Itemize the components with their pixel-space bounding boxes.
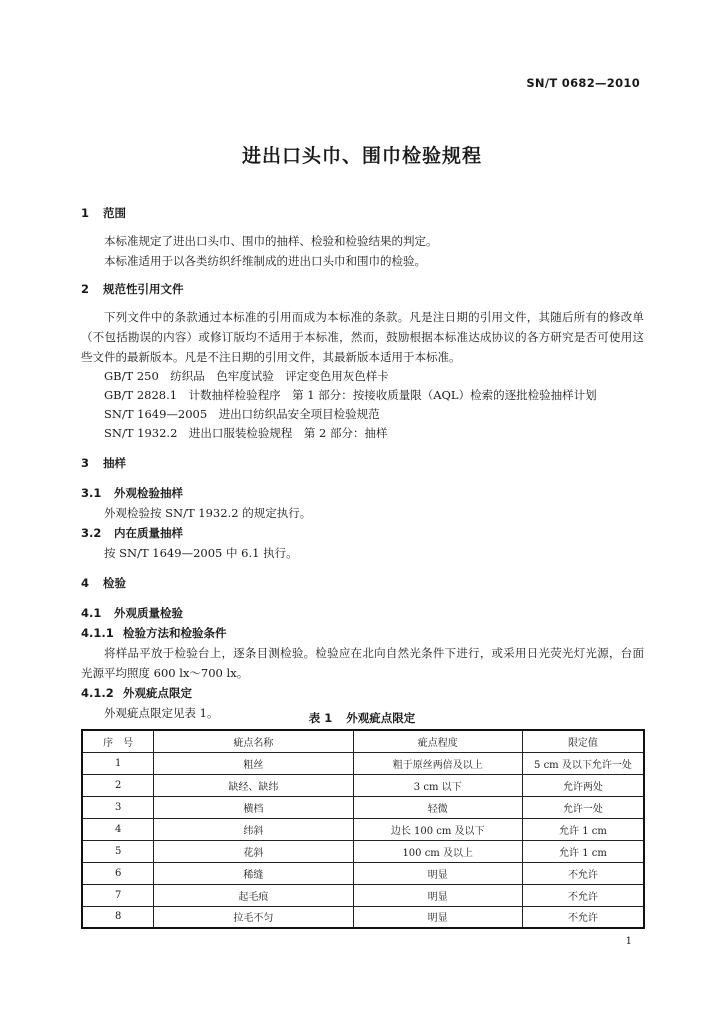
table-cell: 不允许 (522, 862, 644, 884)
section-number: 3.2 (81, 526, 102, 540)
table-cell: 粗丝 (154, 752, 353, 774)
paragraph: 下列文件中的条款通过本标准的引用而成为本标准的条款。凡是注日期的引用文件，其随后所有的修改单（不包括勘误的内容）或修订版均不适用于本标准，然而，鼓励根据本标准达成协议的各方研究是否可使用这些文件的最新版本。凡是不注日期的引用文件，其最新版本适用于本标准。 (81, 310, 644, 364)
table-row (82, 774, 644, 796)
section-number: 3.1 (81, 486, 102, 500)
section-number: 4.1.2 (81, 686, 114, 700)
column-header: 疵点名称 (154, 730, 353, 752)
table-cell: 6 (82, 862, 154, 884)
section-1-heading (81, 203, 644, 223)
table-cell: 明显 (353, 906, 522, 928)
table-cell: 5 cm 及以下允许一处 (522, 752, 644, 774)
document-title: 进出口头巾、围巾检验规程 (241, 145, 482, 167)
section-title: 检验 (103, 576, 126, 590)
table-cell: 100 cm 及以上 (353, 840, 522, 862)
reference-title: 进出口纺织品安全项目检验规范 (218, 407, 380, 421)
column-header: 序 号 (82, 730, 154, 752)
table-cell: 5 (82, 840, 154, 862)
table-cell: 花斜 (154, 840, 353, 862)
reference-title: 纺织品 色牢度试验 评定变色用灰色样卡 (170, 369, 389, 383)
table-caption (0, 710, 724, 726)
table-cell: 纬斜 (154, 818, 353, 840)
table-cell: 7 (82, 884, 154, 906)
table-cell: 允许 1 cm (522, 840, 644, 862)
column-header: 限定值 (522, 730, 644, 752)
section-title: 外观疵点限定 (123, 686, 192, 700)
section-title: 规范性引用文件 (103, 282, 184, 296)
reference-title: 计数抽样检验程序 第 1 部分：按接收质量限（AQL）检索的逐批检验抽样计划 (188, 388, 597, 402)
table-header-row (82, 730, 644, 752)
table-cell: 起毛痕 (154, 884, 353, 906)
paragraph: 本标准规定了进出口头巾、围巾的抽样、检验和检验结果的判定。 (104, 234, 438, 248)
paragraph: 按 SN/T 1649—2005 中 6.1 执行。 (104, 546, 298, 560)
section-2-heading (81, 279, 644, 299)
reference-code: SN/T 1649—2005 (104, 407, 208, 421)
reference-item (81, 386, 644, 405)
table-row (82, 796, 644, 818)
page-number: 1 (625, 936, 632, 947)
table-cell: 稀缝 (154, 862, 353, 884)
table-cell: 缺经、缺纬 (154, 774, 353, 796)
table-cell: 3 cm 以下 (353, 774, 522, 796)
table-cell: 3 (82, 796, 154, 818)
column-header: 疵点程度 (353, 730, 522, 752)
section-title: 检验方法和检验条件 (123, 626, 227, 640)
table-cell: 明显 (353, 884, 522, 906)
table-row (82, 862, 644, 884)
table-cell: 轻微 (353, 796, 522, 818)
table-cell: 明显 (353, 862, 522, 884)
section-3-heading (81, 453, 644, 473)
table-row (82, 818, 644, 840)
table-cell: 2 (82, 774, 154, 796)
table-cell: 拉毛不匀 (154, 906, 353, 928)
defect-limits-table (81, 729, 645, 929)
table-cell: 1 (82, 752, 154, 774)
section-4-1-heading (81, 603, 644, 623)
reference-title: 进出口服装检验规程 第 2 部分：抽样 (188, 426, 388, 440)
paragraph: 本标准适用于以各类纺织纤维制成的进出口头巾和围巾的检验。 (104, 254, 426, 268)
section-number: 1 (81, 206, 90, 220)
table-cell: 边长 100 cm 及以下 (353, 818, 522, 840)
paragraph: 将样品平放于检验台上，逐条目测检验。检验应在北向自然光条件下进行，或采用日光荧光灯光源，台面光源平均照度 600 lx～700 lx。 (81, 646, 644, 680)
section-title: 抽样 (103, 456, 126, 470)
standard-code: SN/T 0682—2010 (526, 76, 640, 90)
table-cell: 不允许 (522, 906, 644, 928)
document-body (81, 203, 644, 723)
table-cell: 8 (82, 906, 154, 928)
paragraph: 外观检验按 SN/T 1932.2 的规定执行。 (104, 506, 312, 520)
section-title: 范围 (103, 206, 126, 220)
table-cell: 允许 1 cm (522, 818, 644, 840)
table-cell: 允许一处 (522, 796, 644, 818)
section-4-heading (81, 573, 644, 593)
section-number: 4 (81, 576, 90, 590)
table-cell: 不允许 (522, 884, 644, 906)
section-4-1-2-heading (81, 683, 644, 703)
table-row (82, 884, 644, 906)
table-row (82, 906, 644, 928)
section-title: 外观检验抽样 (114, 486, 183, 500)
reference-code: GB/T 250 (104, 369, 159, 383)
section-number: 4.1.1 (81, 626, 114, 640)
reference-code: GB/T 2828.1 (104, 388, 178, 402)
section-4-1-1-heading (81, 623, 644, 643)
reference-item (81, 405, 644, 424)
section-number: 3 (81, 456, 90, 470)
table-row (82, 840, 644, 862)
section-3-1-heading (81, 483, 644, 503)
table-label: 表 1 (308, 711, 333, 725)
reference-code: SN/T 1932.2 (104, 426, 178, 440)
section-number: 4.1 (81, 606, 102, 620)
reference-item (81, 424, 644, 443)
section-title: 内在质量抽样 (114, 526, 183, 540)
table-cell: 4 (82, 818, 154, 840)
reference-item (81, 367, 644, 386)
table-cell: 粗于原丝两倍及以上 (353, 752, 522, 774)
section-3-2-heading (81, 523, 644, 543)
table-cell: 横档 (154, 796, 353, 818)
paragraph: 外观疵点限定见表 1。 (104, 706, 219, 720)
table-cell: 允许两处 (522, 774, 644, 796)
section-number: 2 (81, 282, 90, 296)
table-row (82, 752, 644, 774)
section-title: 外观质量检验 (114, 606, 183, 620)
table-title: 外观疵点限定 (346, 711, 416, 725)
